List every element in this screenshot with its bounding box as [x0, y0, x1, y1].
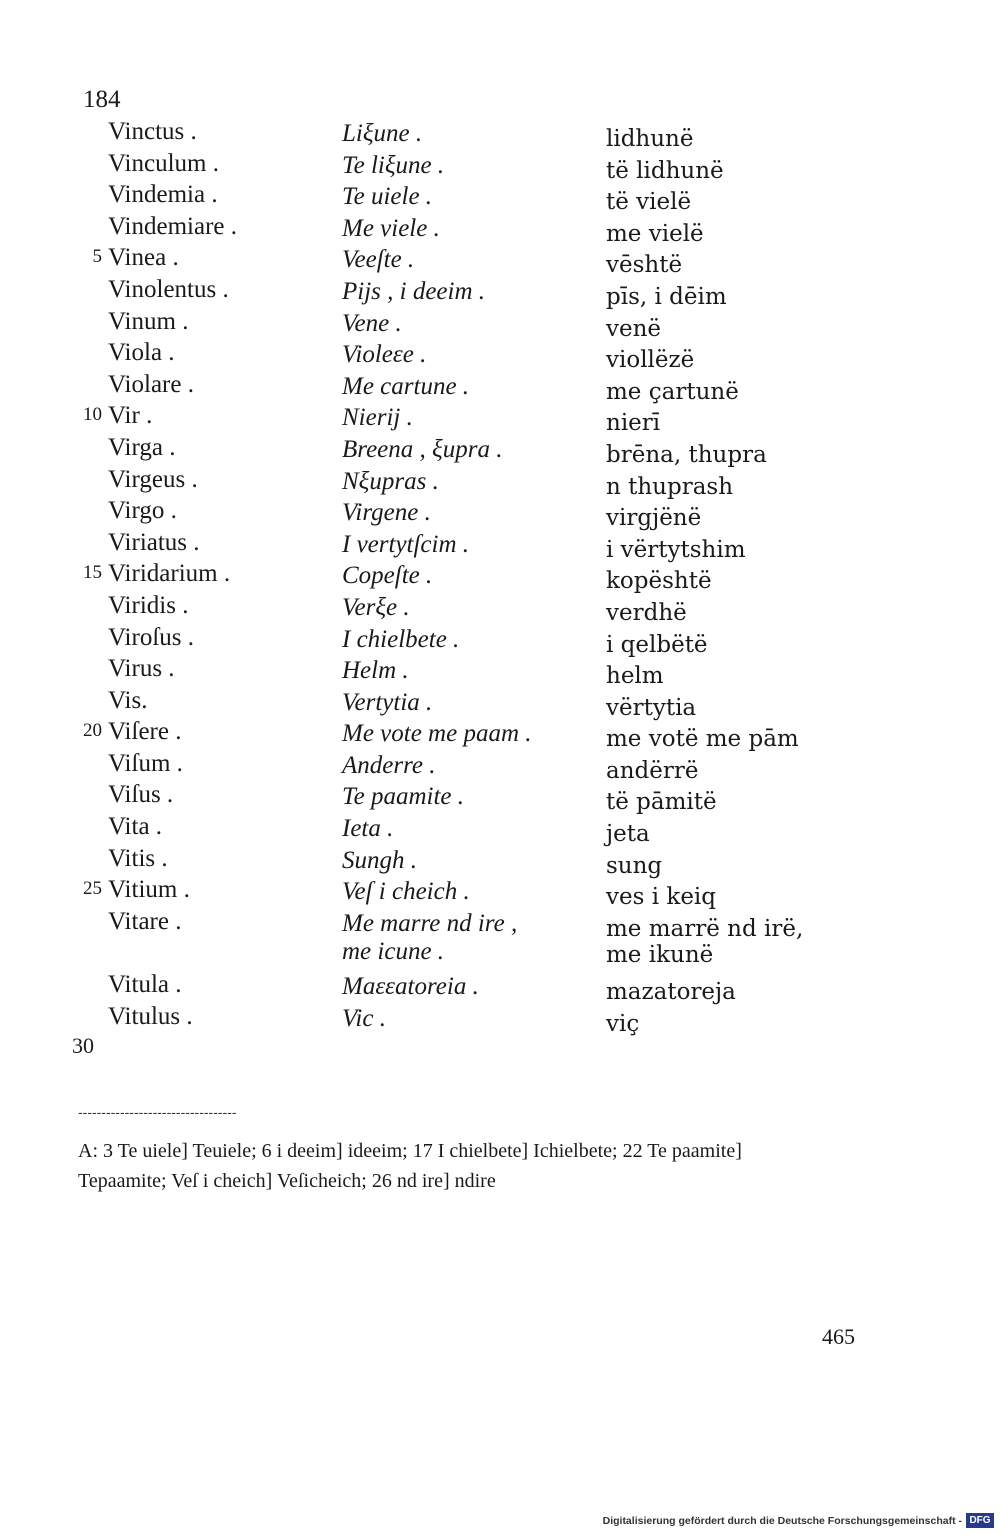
original-albanian — [342, 152, 444, 180]
modern-albanian-line: helm — [606, 663, 664, 690]
modern-albanian — [606, 853, 662, 879]
entry-row — [0, 592, 1000, 624]
modern-albanian-line: kopështë — [606, 568, 712, 595]
modern-albanian — [606, 758, 698, 784]
modern-albanian-line: brēna, thupra — [606, 441, 767, 468]
latin-headword: Vis. — [108, 686, 148, 714]
modern-albanian — [606, 474, 733, 500]
entry-row — [0, 529, 1000, 561]
entry-row — [0, 371, 1000, 403]
modern-albanian — [606, 726, 799, 752]
entry-row — [0, 908, 1000, 971]
modern-albanian — [606, 252, 682, 278]
original-albanian-line: Nξupras . — [342, 467, 439, 495]
original-albanian-line: Vic . — [342, 1004, 386, 1032]
original-albanian — [342, 657, 409, 685]
entry-row — [0, 971, 1000, 1006]
entry-row — [0, 213, 1000, 245]
original-albanian — [342, 278, 485, 306]
original-albanian — [342, 120, 422, 148]
modern-albanian — [606, 600, 687, 626]
modern-albanian-line: n thuprash — [606, 473, 734, 500]
entry-row — [0, 687, 1000, 719]
original-albanian — [342, 626, 459, 654]
modern-albanian-line: viollëzë — [606, 347, 695, 374]
latin-headword: Vinculum . — [108, 149, 219, 177]
latin-headword: Viriatus . — [108, 528, 200, 556]
critical-apparatus: A: 3 Te uiele] Teuiele; 6 i deeim] ideeim; 17 I chielbete] Ichielbete; 22 Te paamite] Tepaamite; Veſ i cheich] Veſicheich; 26 nd ire] ndire — [78, 1140, 742, 1192]
dfg-logo: DFG — [966, 1513, 994, 1528]
latin-headword: Vitium . — [108, 876, 190, 904]
modern-albanian-line: të lidhunë — [606, 157, 724, 184]
latin-headword: Vitulus . — [108, 1002, 193, 1030]
entry-row — [0, 813, 1000, 848]
original-albanian — [342, 468, 439, 496]
original-albanian — [342, 752, 436, 780]
latin-headword: Virgeus . — [108, 465, 198, 493]
modern-albanian — [606, 442, 767, 468]
modern-albanian — [606, 189, 691, 215]
original-albanian-line: Veſ i cheich . — [342, 878, 470, 906]
latin-headword: Viſum . — [108, 749, 183, 777]
entry-row — [0, 402, 1000, 437]
modern-albanian-line: vërtytia — [606, 694, 697, 721]
original-albanian — [342, 246, 414, 274]
modern-albanian-line: jeta — [606, 821, 650, 848]
original-albanian — [342, 720, 532, 748]
modern-albanian-line: i qelbëtë — [606, 631, 708, 658]
original-albanian — [342, 215, 440, 243]
entry-row — [0, 845, 1000, 877]
modern-albanian-line: virgjënë — [606, 505, 702, 532]
modern-albanian-line: vēshtë — [606, 252, 683, 279]
original-albanian — [342, 878, 470, 906]
line-number: 10 — [83, 404, 102, 426]
latin-headword: Viſere . — [108, 718, 182, 746]
modern-albanian — [606, 789, 717, 815]
modern-albanian-line: me marrë nd irë, — [606, 915, 804, 942]
entry-row — [0, 781, 1000, 816]
modern-albanian-line: ves i keiq — [606, 884, 717, 911]
original-albanian — [342, 910, 517, 966]
footnote-rule: ---------------------------------- — [78, 1104, 237, 1120]
modern-albanian-line: i vërtytshim — [606, 536, 746, 563]
original-albanian-line: Vertytia . — [342, 688, 433, 716]
modern-albanian-line: verdhë — [606, 599, 687, 626]
original-albanian-line: Virgene . — [342, 499, 431, 527]
latin-headword: Vitare . — [108, 907, 182, 935]
original-albanian — [342, 499, 431, 527]
original-albanian-line: Me viele . — [342, 214, 440, 242]
modern-albanian — [606, 379, 739, 405]
modern-albanian — [606, 284, 727, 310]
modern-albanian-line: me çartunë — [606, 378, 739, 405]
original-albanian-line: Te uiele . — [342, 183, 433, 211]
latin-headword: Vir . — [108, 402, 153, 430]
modern-albanian-line: të pāmitë — [606, 789, 717, 816]
modern-albanian-line: me vielë — [606, 220, 704, 247]
original-albanian-line-2: me icune . — [342, 937, 445, 965]
entry-row — [0, 624, 1000, 656]
entry-row — [0, 655, 1000, 690]
original-albanian-line: Sungh . — [342, 846, 417, 874]
entry-list — [0, 118, 1000, 1037]
modern-albanian — [606, 221, 704, 247]
modern-albanian-line: nierī — [606, 410, 661, 437]
line-number: 25 — [83, 878, 102, 900]
latin-headword: Virus . — [108, 655, 175, 683]
entry-row — [0, 244, 1000, 279]
page-number: 465 — [822, 1324, 855, 1349]
original-albanian-line: Maεεatoreia . — [342, 973, 479, 1001]
latin-headword: Viola . — [108, 339, 175, 367]
latin-headword: Viroſus . — [108, 623, 194, 651]
modern-albanian-line: viç — [606, 1010, 640, 1037]
original-albanian — [342, 436, 502, 464]
latin-headword: Vitis . — [108, 844, 168, 872]
modern-albanian-line: andërrë — [606, 757, 699, 784]
entry-row — [0, 560, 1000, 595]
original-albanian-line: I chielbete . — [342, 625, 460, 653]
entry-row — [0, 466, 1000, 498]
line-number-30: 30 — [72, 1033, 94, 1058]
modern-albanian — [606, 537, 746, 563]
original-albanian-line: Te paamite . — [342, 783, 464, 811]
modern-albanian — [606, 979, 736, 1005]
entry-row — [0, 118, 1000, 150]
original-albanian-line: Ieta . — [342, 815, 394, 843]
modern-albanian — [606, 695, 696, 721]
original-albanian — [342, 183, 432, 211]
modern-albanian — [606, 410, 660, 436]
entry-row — [0, 718, 1000, 753]
latin-headword: Virgo . — [108, 497, 177, 525]
modern-albanian — [606, 568, 712, 594]
original-albanian-line: Anderre . — [342, 751, 436, 779]
running-head-number: 184 — [83, 86, 121, 113]
latin-headword: Virga . — [108, 433, 176, 461]
entry-row — [0, 434, 1000, 466]
modern-albanian-line: lidhunë — [606, 126, 694, 152]
original-albanian-line: Me marre nd ire , — [342, 909, 518, 937]
entry-row — [0, 181, 1000, 216]
original-albanian-line: Helm . — [342, 657, 409, 685]
original-albanian — [342, 310, 402, 338]
modern-albanian-line: të vielë — [606, 189, 692, 216]
modern-albanian-line: pīs, i dēim — [606, 283, 727, 310]
line-number: 20 — [83, 720, 102, 742]
entry-row — [0, 308, 1000, 340]
original-albanian-line: Violeεe . — [342, 341, 427, 369]
modern-albanian-line-2: me ikunë — [606, 941, 714, 968]
latin-headword: Vinum . — [108, 307, 189, 335]
entry-row — [0, 750, 1000, 782]
latin-headword: Vindemiare . — [108, 212, 238, 240]
original-albanian-line: Breena , ξupra . — [342, 435, 503, 463]
original-albanian-line: Me vote me paam . — [342, 720, 532, 748]
original-albanian-line: Pijs , i deeim . — [342, 277, 486, 305]
latin-headword: Viridarium . — [108, 560, 231, 588]
latin-headword: Violare . — [108, 370, 194, 398]
line-number: 5 — [92, 246, 102, 268]
original-albanian — [342, 815, 393, 843]
entry-row — [0, 876, 1000, 911]
entry-row — [0, 339, 1000, 374]
original-albanian — [342, 594, 410, 622]
original-albanian-line: Me cartune . — [342, 372, 470, 400]
entry-row — [0, 276, 1000, 308]
modern-albanian — [606, 663, 664, 689]
original-albanian — [342, 973, 479, 1001]
original-albanian-line: Vene . — [342, 309, 402, 337]
original-albanian — [342, 341, 426, 369]
latin-headword: Viridis . — [108, 591, 189, 619]
entry-row — [0, 150, 1000, 182]
entry-row — [0, 497, 1000, 532]
original-albanian-line: Te liξune . — [342, 151, 445, 179]
original-albanian-line: Veeſte . — [342, 246, 415, 274]
line-number: 15 — [83, 562, 102, 584]
original-albanian — [342, 562, 432, 590]
modern-albanian — [606, 158, 724, 184]
modern-albanian — [606, 821, 650, 847]
original-albanian — [342, 373, 469, 401]
original-albanian — [342, 1005, 386, 1033]
latin-headword: Vindemia . — [108, 181, 218, 209]
modern-albanian-line: venë — [606, 315, 662, 342]
modern-albanian — [606, 632, 708, 658]
digitization-credit: Digitalisierung gefördert durch die Deutsche Forschungsgemeinschaft - — [602, 1515, 962, 1527]
original-albanian-line: Verξe . — [342, 593, 410, 621]
original-albanian-line: Liξune . — [342, 120, 423, 147]
modern-albanian-line: me votë me pām — [606, 726, 799, 753]
latin-headword: Vitula . — [108, 971, 182, 999]
latin-headword: Vinolentus . — [108, 275, 229, 303]
latin-headword: Vinea . — [108, 244, 179, 272]
entry-row — [0, 1003, 1000, 1035]
modern-albanian — [606, 916, 803, 968]
original-albanian — [342, 689, 432, 717]
modern-albanian — [606, 126, 694, 152]
original-albanian-line: Copeſte . — [342, 562, 433, 590]
latin-headword: Vita . — [108, 813, 163, 841]
original-albanian — [342, 404, 413, 432]
original-albanian-line: I vertytſcim . — [342, 530, 470, 558]
original-albanian — [342, 531, 469, 559]
latin-headword: Viſus . — [108, 781, 174, 809]
modern-albanian — [606, 1011, 639, 1037]
original-albanian-line: Nierij . — [342, 404, 413, 432]
modern-albanian-line: sung — [606, 852, 663, 879]
modern-albanian — [606, 316, 661, 342]
modern-albanian — [606, 505, 701, 531]
original-albanian — [342, 783, 464, 811]
modern-albanian-line: mazatoreja — [606, 979, 736, 1006]
original-albanian — [342, 847, 417, 875]
latin-headword: Vinctus . — [108, 118, 197, 145]
modern-albanian — [606, 347, 694, 373]
modern-albanian — [606, 884, 716, 910]
